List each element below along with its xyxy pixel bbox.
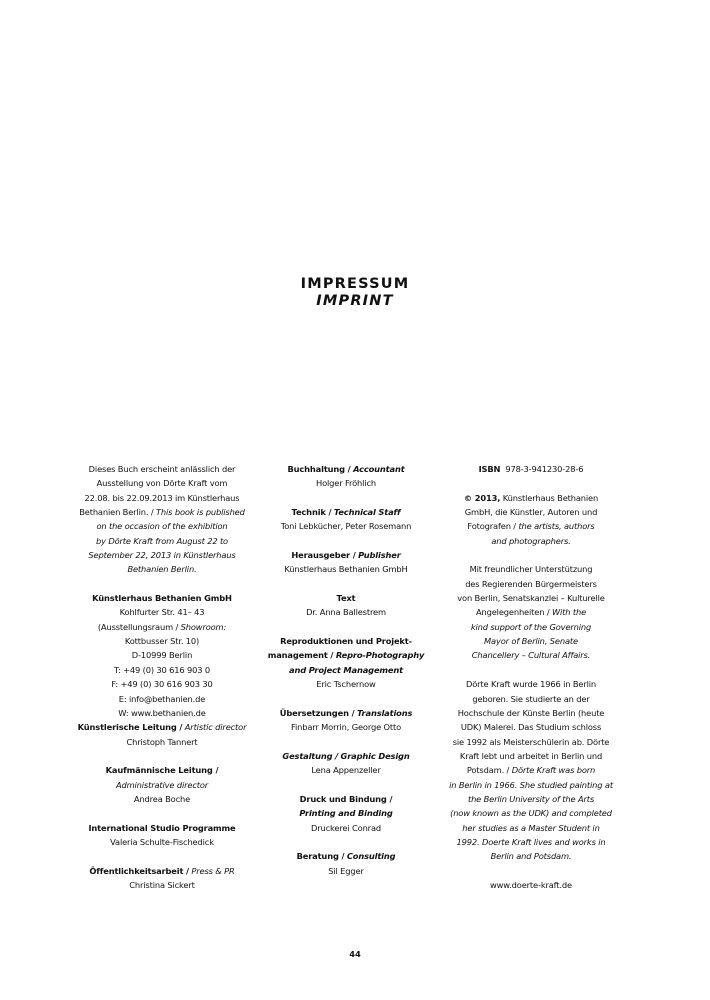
intro-line <box>58 505 266 519</box>
bio-english: Berlin and Potsdam. <box>490 851 572 862</box>
publisher-name: Künstlerhaus Bethanien GmbH <box>284 564 408 575</box>
intro-english: on the occasion of the exhibition <box>96 521 228 532</box>
page-number: 44 <box>349 949 361 959</box>
fax: F: +49 (0) 30 616 903 30 <box>111 679 213 690</box>
text-author: Dr. Anna Ballestrem <box>306 607 386 618</box>
bio-english: her studies as a Master Student in <box>462 822 600 833</box>
studio-programme-label: International Studio Programme <box>88 822 236 833</box>
bio-text: Kraft lebt und arbeitet in Berlin und <box>459 750 603 761</box>
artist-website: www.doerte-kraft.de <box>490 879 572 890</box>
translations-english: Translations <box>356 707 413 718</box>
print-name: Druckerei Conrad <box>311 822 381 833</box>
publisher-english: Publisher <box>358 550 401 561</box>
press-label: Öffentlichkeitsarbeit / <box>89 865 189 876</box>
support-text: des Regierenden Bürgermeisters <box>465 578 597 589</box>
copyright-text: Fotografen / <box>467 521 516 532</box>
bio-text: geboren. Sie studierte an der <box>472 693 590 704</box>
design-name: Lena Appenzeller <box>311 765 381 776</box>
accountant-label: Buchhaltung / <box>287 464 351 474</box>
copyright-label: © 2013, <box>463 492 501 503</box>
accountant-english: Accountant <box>353 464 405 474</box>
page-title <box>0 276 710 310</box>
showroom-english: Showroom: <box>180 621 227 632</box>
bio-text: UDK) Malerei. Das Studium schloss <box>460 722 602 733</box>
isbn-value: 978-3-941230-28-6 <box>505 464 584 474</box>
bio-text: Potsdam. / <box>466 765 510 776</box>
press-name: Christina Sickert <box>129 879 195 890</box>
email: E: info@bethanien.de <box>118 693 206 704</box>
repro-label: Reproduktionen und Projekt- <box>280 636 412 647</box>
copyright-english: the artists, authors <box>518 521 595 532</box>
intro-text: Bethanien Berlin. / <box>79 507 154 518</box>
accountant-name: Holger Fröhlich <box>316 478 376 489</box>
intro-line: Ausstellung von Dörte Kraft vom <box>96 478 228 489</box>
city: D-10999 Berlin <box>131 650 193 661</box>
showroom-label: (Ausstellungsraum / <box>97 621 179 632</box>
repro-label: management / <box>267 650 334 661</box>
print-english: Printing and Binding <box>299 808 393 819</box>
admin-director-name: Andrea Boche <box>133 793 191 804</box>
copyright-english: and photographers. <box>491 535 571 546</box>
intro-english: September 22, 2013 in Künstlerhaus <box>88 550 236 561</box>
technical-label: Technik / <box>291 507 332 518</box>
phone: T: +49 (0) 30 616 903 0 <box>113 664 211 675</box>
consulting-label: Beratung / <box>296 851 345 862</box>
org-name: Künstlerhaus Bethanien GmbH <box>92 593 232 604</box>
translations-names: Finbarr Morrin, George Otto <box>290 722 402 733</box>
admin-director-label: Kaufmännische Leitung / <box>105 765 219 776</box>
street: Kohlfurter Str. 41– 43 <box>119 607 205 618</box>
column-middle <box>244 462 448 878</box>
support-english: kind support of the Governing <box>470 621 592 632</box>
publisher-label: Herausgeber / <box>291 550 356 561</box>
intro-english: This book is published <box>155 507 245 518</box>
repro-name: Eric Tschernow <box>316 679 376 690</box>
bio-text: Hochschule der Künste Berlin (heute <box>457 707 605 718</box>
bio-english: (now known as the UDK) and completed <box>450 808 612 819</box>
repro-english: and Project Management <box>289 664 403 675</box>
column-left <box>58 462 266 892</box>
studio-programme-name: Valeria Schulte-Fischedick <box>110 836 214 847</box>
intro-line: Dieses Buch erscheint anlässlich der <box>88 464 236 474</box>
bio-english: in Berlin in 1966. She studied painting at <box>449 779 613 790</box>
technical-names: Toni Lebkücher, Peter Rosemann <box>280 521 412 532</box>
artistic-director-english: Artistic director <box>184 722 247 733</box>
support-text: Angelegenheiten / <box>475 607 550 618</box>
support-english: Mayor of Berlin, Senate <box>484 636 578 647</box>
support-text: Mit freundlicher Unterstützung <box>469 564 593 575</box>
intro-english: Bethanien Berlin. <box>127 564 197 575</box>
intro-line: 22.08. bis 22.09.2013 im Künstlerhaus <box>84 492 240 503</box>
translations-label: Übersetzungen / <box>279 707 355 718</box>
bio-english: Dörte Kraft was born <box>511 765 596 776</box>
press-english: Press & PR <box>191 865 235 876</box>
website: W: www.bethanien.de <box>118 707 206 718</box>
support-english: Chancellery – Cultural Affairs. <box>471 650 591 661</box>
admin-director-english: Administrative director <box>115 779 209 790</box>
column-right <box>429 462 633 892</box>
title-english: IMPRINT <box>316 293 394 309</box>
design-label: Gestaltung / <box>282 750 339 761</box>
technical-english: Technical Staff <box>333 507 401 518</box>
bio-text: sie 1992 als Meisterschülerin ab. Dörte <box>452 736 610 747</box>
repro-english: Repro-Photography <box>335 650 425 661</box>
artistic-director-label: Künstlerische Leitung / <box>77 722 183 733</box>
showroom-address: Kottbusser Str. 10) <box>124 636 200 647</box>
text-label: Text <box>336 593 356 604</box>
support-english: With the <box>551 607 587 618</box>
title-german: IMPRESSUM <box>300 276 410 292</box>
consulting-english: Consulting <box>346 851 396 862</box>
bio-text: Dörte Kraft wurde 1966 in Berlin <box>465 679 597 690</box>
print-label: Druck und Bindung / <box>299 793 393 804</box>
copyright-text: Künstlerhaus Bethanien <box>502 492 599 503</box>
copyright-text: GmbH, die Künstler, Autoren und <box>464 507 598 518</box>
bio-english: 1992. Doerte Kraft lives and works in <box>456 836 606 847</box>
support-text: von Berlin, Senatskanzlei – Kulturelle <box>457 593 605 604</box>
consulting-name: Sil Egger <box>328 865 364 876</box>
design-english: Graphic Design <box>340 750 410 761</box>
isbn-label: ISBN <box>478 464 501 474</box>
artistic-director-name: Christoph Tannert <box>126 736 198 747</box>
bio-english: the Berlin University of the Arts <box>467 793 595 804</box>
intro-english: by Dörte Kraft from August 22 to <box>96 535 228 546</box>
